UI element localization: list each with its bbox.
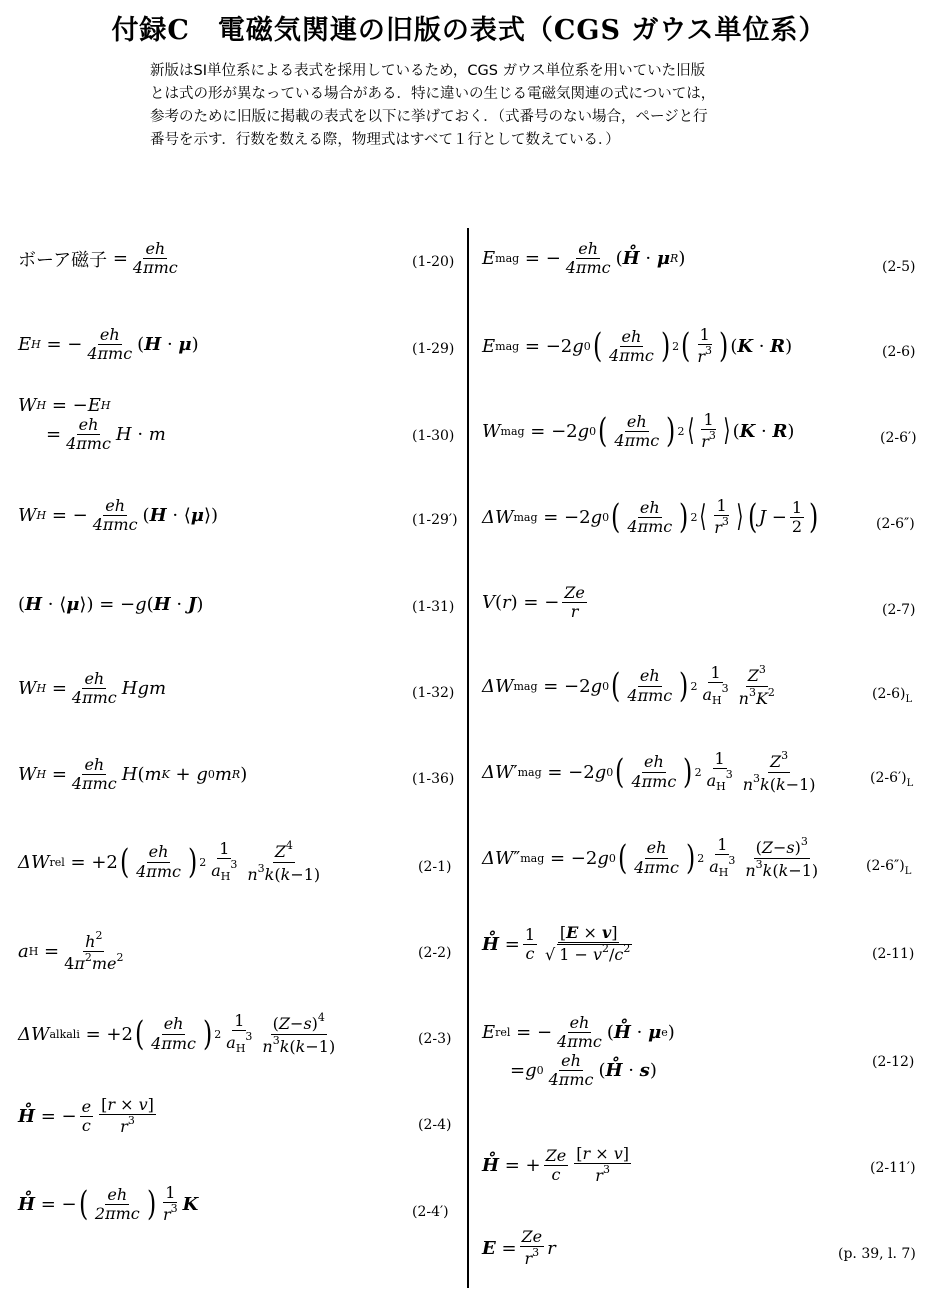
page-title: 付録C 電磁気関連の旧版の表式（CGS ガウス単位系）: [111, 15, 827, 46]
equation-1-31: ( H · ⟨ μ ⟩) = − g ( H · J ): [18, 594, 204, 615]
equation-2-6-prime-L: ΔW ′ mag = −2 g 0 ( $\frac{eh}{\text{4πmc}}$ ) 2 $\frac{1}{a_H^3}$ $\frac{Z^3}{n^3k(k-1)}$: [482, 749, 816, 794]
equation-1-20: ボーア磁子 = $\frac{eh}{\text{4πmc}}$: [18, 239, 178, 278]
equation-number: (1-30): [412, 428, 455, 444]
equation-number: (2-12): [872, 1054, 915, 1070]
equation-2-11: H̊ = $\frac{1}{c}$ $\frac{[E \times v]}{√ 1 - v^2/c^2}$: [482, 923, 631, 965]
equation-number: (2-2): [418, 945, 452, 961]
equation-2-4-prime: H̊ = − ( $\frac{eh}{\text{2πmc}}$ ) $\frac{1}{r^3}$ K: [18, 1183, 199, 1225]
equation-number: (2-7): [882, 602, 916, 618]
equation-2-6-L: ΔW mag = −2 g 0 ( $\frac{eh}{\text{4πmc}}$ ) 2 $\frac{1}{a_H^3}$ $\frac{Z^3}{n^3K^2}$: [482, 663, 775, 708]
equation-number: (2-6′): [880, 430, 917, 446]
bohr-magneton-label: ボーア磁子: [18, 249, 108, 271]
equation-number: $(2-6')_L$: [870, 770, 914, 789]
equation-number: (1-32): [412, 685, 455, 701]
intro-line: 新版はSI単位系による表式を採用しているため，CGS ガウス単位系を用いていた旧版: [150, 63, 706, 79]
equation-number: $(2-6)_L$: [872, 686, 913, 705]
equation-number: $(2-6'')_L$: [866, 858, 912, 877]
equation-number: (1-31): [412, 599, 455, 615]
equation-2-11-prime: H̊ = + $\frac{Ze}{c}$ $\frac{[r \times v]}{r^3}$: [482, 1144, 629, 1186]
equation-number: (1-20): [412, 254, 455, 270]
equation-p39: E = $\frac{Ze}{r^3}$ r: [482, 1227, 556, 1269]
equation-2-6-double-prime-L: ΔW ″ mag = −2 g 0 ( $\frac{eh}{\text{4πmc}}$ ) 2 $\frac{1}{a_H^3}$ $\frac{(Z-s)^3}{n^3k(k-1)}$: [482, 835, 819, 880]
equation-1-30: W H = − E H = $\frac{eh}{\text{4πmc}}$ H · m: [18, 395, 166, 454]
equation-number: (2-3): [418, 1031, 452, 1047]
equation-number: (2-5): [882, 259, 916, 275]
intro-line: 参考のために旧版に掲載の表式を以下に挙げておく．（式番号のない場合，ページと行: [150, 109, 708, 125]
equation-number: (1-29′): [412, 512, 458, 528]
equation-number: (2-4): [418, 1117, 452, 1133]
equation-2-2: a H = $\frac{h^2}{4\pi^2me^2}$: [18, 929, 124, 974]
equation-2-12: E rel = − $\frac{eh}{\text{4πmc}}$ ( H̊ · μ e ) = g 0 $\frac{eh}{\text{4πmc}}$ ( H̊ · s ): [482, 1013, 675, 1090]
equation-number: (2-1): [418, 859, 452, 875]
equation-1-29: E H = − $\frac{eh}{\text{4πmc}}$ ( H · μ ): [18, 325, 199, 364]
equation-1-29-prime: W H = − $\frac{eh}{\text{4πmc}}$ ( H · ⟨ μ ⟩): [18, 496, 219, 535]
equation-2-7: V ( r ) = − $\frac{Ze}{r}$: [482, 583, 585, 622]
intro-line: 番号を示す．行数を数える際，物理式はすべて１行として数えている．）: [150, 132, 620, 148]
equation-2-1: ΔW rel = +2 ( $\frac{eh}{\text{4πmc}}$ ) 2 $\frac{1}{a_H^3}$ $\frac{Z^4}{n^3k(k-1)}$: [18, 839, 321, 884]
equation-2-6: E mag = −2 g 0 ( $\frac{eh}{\text{4πmc}}$ ) 2 ( $\frac{1}{r^3}$ ) ( K · R ): [482, 325, 793, 367]
equation-number: (2-4′): [412, 1204, 449, 1220]
intro-paragraph: [150, 60, 790, 152]
equation-number: (2-6): [882, 344, 916, 360]
equation-number: (2-11): [872, 946, 915, 962]
equation-2-4: H̊ = − $\frac{e}{c}$ $\frac{[r \times v]}{r^3}$: [18, 1095, 154, 1137]
equation-number: (p. 39, l. 7): [838, 1246, 916, 1262]
equation-number: (1-29): [412, 341, 455, 357]
equation-1-32: W H = $\frac{eh}{\text{4πmc}}$ Hgm: [18, 669, 167, 708]
equation-2-5: E mag = − $\frac{eh}{\text{4πmc}}$ ( H̊ · μ R ): [482, 239, 686, 278]
equation-number: (2-11′): [870, 1160, 916, 1176]
equation-2-6-prime: W mag = −2 g 0 ( $\frac{eh}{\text{4πmc}}$ ) 2 ⟨ $\frac{1}{r^3}$ ⟩ ( K · R ): [482, 410, 795, 452]
intro-line: とは式の形が異なっている場合がある．特に違いの生じる電磁気関連の式については，: [150, 86, 716, 102]
equation-number: (2-6″): [876, 516, 915, 532]
equation-2-6-double-prime: ΔW mag = −2 g 0 ( $\frac{eh}{\text{4πmc}}$ ) 2 ⟨ $\frac{1}{r^3}$ ⟩ ( J − $\frac{1}{2}$ ): [482, 496, 819, 538]
equation-2-3: ΔW alkali = +2 ( $\frac{eh}{\text{4πmc}}$ ) 2 $\frac{1}{a_H^3}$ $\frac{(Z-s)^4}{n^3k(k-1)}$: [18, 1011, 336, 1056]
equation-number: (1-36): [412, 771, 455, 787]
equation-1-36: W H = $\frac{eh}{\text{4πmc}}$ H ( m K + g 0 m R ): [18, 755, 248, 794]
column-divider: [467, 228, 469, 1288]
